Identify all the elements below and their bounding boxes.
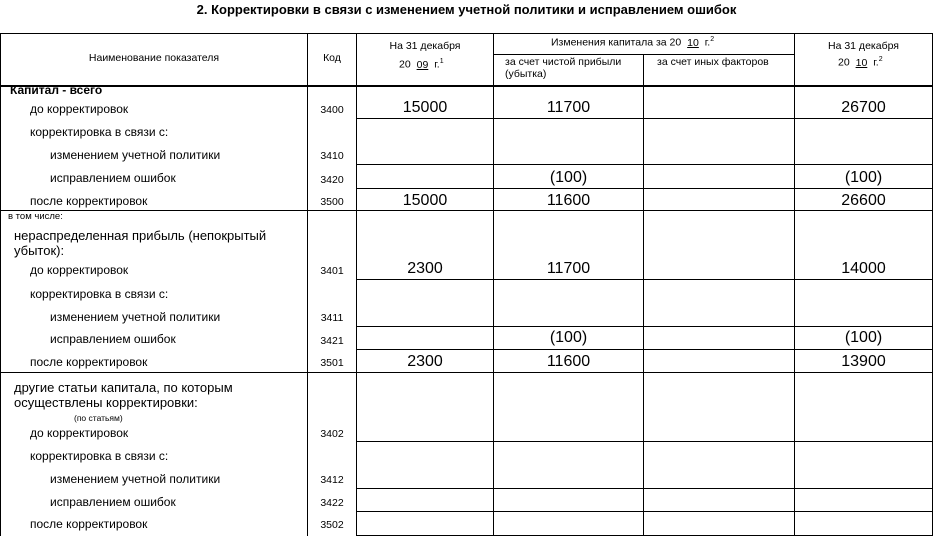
cell-value: 15000 xyxy=(402,192,448,209)
row-label: до корректировок xyxy=(30,263,129,277)
cell-value: (100) xyxy=(549,329,588,346)
row-label-retained: нераспределенная прибыль (непокрытый убыток): xyxy=(14,228,267,258)
row-code: 3410 xyxy=(320,150,344,162)
cell-line xyxy=(356,188,933,189)
row-code: 3401 xyxy=(320,265,344,277)
cell-line xyxy=(356,326,933,327)
col-line xyxy=(0,33,1,536)
cell-line xyxy=(356,164,933,165)
cell-value: (100) xyxy=(549,169,588,186)
header-code: Код xyxy=(323,52,341,64)
cell-value: 2300 xyxy=(407,260,443,277)
cell-line xyxy=(356,511,933,512)
cell-value: 2300 xyxy=(407,353,443,370)
header-name: Наименование показателя xyxy=(88,52,220,64)
cell-value: 14000 xyxy=(841,260,886,277)
cell-value: 11600 xyxy=(546,192,591,209)
cell-value: (100) xyxy=(844,169,883,186)
section-title: 2. Корректировки в связи с изменением учетной политики и исправлением ошибок xyxy=(196,2,737,17)
row-label: корректировка в связи с: xyxy=(30,125,169,139)
cell-line xyxy=(356,441,933,442)
col-line xyxy=(643,54,644,536)
row-code: 3502 xyxy=(320,519,344,531)
cell-value: 11600 xyxy=(546,353,591,370)
cell-value: 11700 xyxy=(546,99,591,116)
row-label: исправлением ошибок xyxy=(50,332,176,346)
row-label: исправлением ошибок xyxy=(50,495,176,509)
row-label: после корректировок xyxy=(30,517,148,531)
row-code: 3411 xyxy=(320,312,344,324)
cell-value: 13900 xyxy=(841,353,886,370)
row-code: 3501 xyxy=(320,357,344,369)
row-label: корректировка в связи с: xyxy=(30,287,169,301)
row-label: изменением учетной политики xyxy=(50,472,221,486)
cell-value: 15000 xyxy=(402,99,448,116)
header-net-profit: за счет чистой прибыли (убытка) xyxy=(505,56,622,81)
cell-line xyxy=(356,349,933,350)
cell-value: 11700 xyxy=(546,260,591,277)
row-label-by-items: (по статьям) xyxy=(74,413,123,423)
row-label: исправлением ошибок xyxy=(50,171,176,185)
header-other-factors: за счет иных факторов xyxy=(657,56,769,68)
cell-line xyxy=(356,488,933,489)
header-start-year: 20 09 г.$^1$ xyxy=(399,58,444,71)
row-label: до корректировок xyxy=(30,102,129,116)
row-code: 3420 xyxy=(320,174,344,186)
row-code: 3402 xyxy=(320,428,344,440)
header-capital-changes: Изменения капитала за 20 10 г.$^2$ xyxy=(551,36,715,49)
header-end-year: 20 10 г.$^2$ xyxy=(838,56,883,69)
header-end-date: На 31 декабря xyxy=(828,40,899,52)
row-code: 3500 xyxy=(320,196,344,208)
row-code: 3400 xyxy=(320,104,344,116)
row-label: изменением учетной политики xyxy=(50,310,221,324)
row-label: корректировка в связи с: xyxy=(30,449,169,463)
row-label: после корректировок xyxy=(30,194,148,208)
cell-line xyxy=(356,279,933,280)
header-start-date: На 31 декабря xyxy=(389,40,461,52)
row-code: 3422 xyxy=(320,497,344,509)
cell-value: 26600 xyxy=(841,192,886,209)
row-label-including: в том числе: xyxy=(8,211,63,222)
row-code: 3412 xyxy=(320,474,344,486)
cell-line xyxy=(356,118,933,119)
cell-value: 26700 xyxy=(841,99,886,116)
row-code: 3421 xyxy=(320,335,344,347)
row-label: после корректировок xyxy=(30,355,148,369)
cell-value: (100) xyxy=(844,329,883,346)
row-label: до корректировок xyxy=(30,426,129,440)
row-label-total-capital: Капитал - всего xyxy=(10,83,103,97)
row-label: изменением учетной политики xyxy=(50,148,221,162)
row-label-other-items: другие статьи капитала, по которым осуществлены корректировки: xyxy=(14,380,233,410)
